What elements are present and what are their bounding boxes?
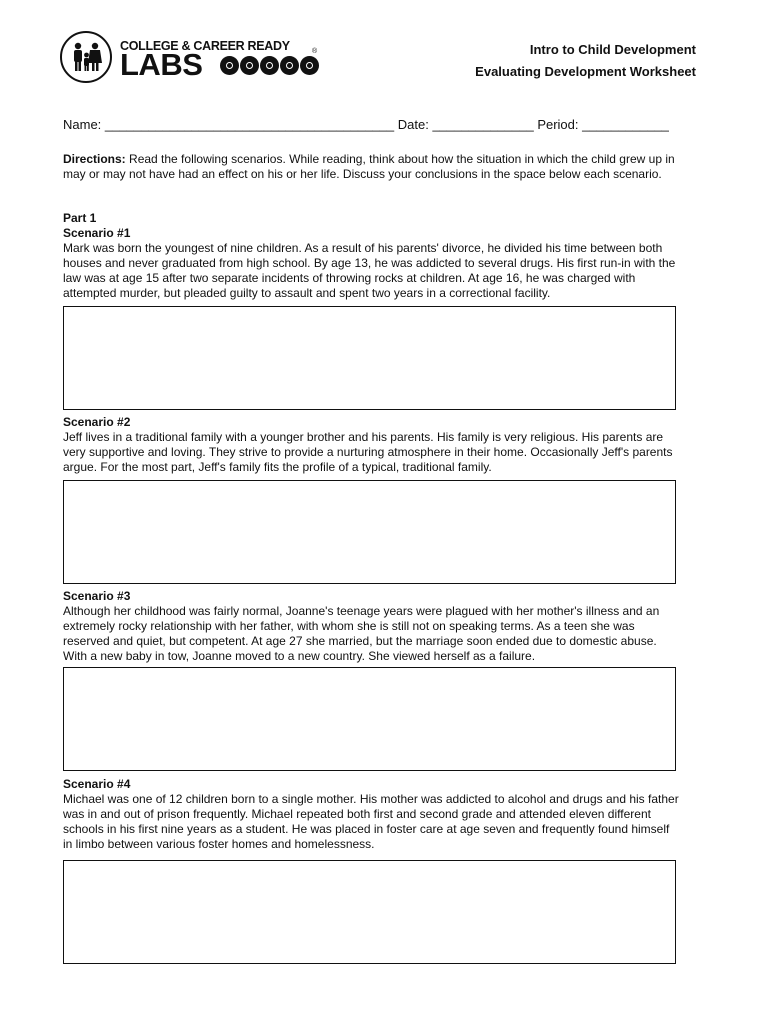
student-info-line (63, 117, 703, 132)
scenario-text: Michael was one of 12 children born to a single mother. His mother was addicted to alcohol and drugs and his father was in and out of prison frequently. Michael repeated both first and second grade and attended eleven different schools in his first nine years as a student. He was placed in foster care at age seven and frequently found himself in limbo between various foster homes and homelessness. (63, 792, 679, 851)
directions-paragraph (63, 152, 683, 182)
scenario-text: Although her childhood was fairly normal, Joanne's teenage years were plagued with her mother's illness and an extremely rocky relationship with her father, with whom she is still not on speaking terms. As a teen she was reserved and quiet, but competent. At age 27 she married, but the marriage soon ended due to domestic abuse. With a new baby in tow, Joanne moved to a new country. She viewed herself as a failure. (63, 604, 660, 663)
part-label: Part 1 (63, 211, 97, 225)
date-label: Date: (397, 117, 429, 132)
people-icon (300, 56, 319, 75)
scenario-title: Scenario #2 (63, 415, 131, 429)
house-icon (280, 56, 299, 75)
logo-badge-icons (220, 56, 319, 75)
scenario-title: Scenario #1 (63, 226, 131, 240)
period-field[interactable]: ____________ (582, 117, 669, 132)
course-title: Intro to Child Development (529, 42, 696, 57)
name-label: Name: (63, 117, 102, 132)
scenario-2 (63, 415, 681, 475)
scenario-1 (63, 211, 681, 301)
name-field[interactable]: ________________________________________ (104, 117, 395, 132)
scenario-text: Jeff lives in a traditional family with a younger brother and his parents. His family is very religious. His parents are very supportive and loving. They strive to provide a nurturing atmosphere in their home. Occasionally Jeff's parents argue. For the most part, Jeff's family fits the profile of a typical, traditional family. (63, 430, 673, 474)
date-field[interactable]: ______________ (432, 117, 534, 132)
directions-label: Directions: (63, 152, 126, 166)
directions-text: Read the following scenarios. While reading, think about how the situation in which the child grew up in may or may not have had an effect on his or her life. Discuss your conclusions in the space below each scenario. (63, 152, 675, 181)
period-label: Period: (537, 117, 579, 132)
worksheet-title-block (475, 39, 696, 83)
scenario-title: Scenario #3 (63, 589, 131, 603)
worksheet-title: Evaluating Development Worksheet (475, 64, 696, 79)
scenario-2-answer-box[interactable] (63, 480, 676, 584)
scenario-title: Scenario #4 (63, 777, 131, 791)
scenario-text: Mark was born the youngest of nine children. As a result of his parents' divorce, he divided his time between both houses and never graduated from high school. By age 13, he was addicted to several drugs. His first run-in with the law was at age 15 after two separate incidents of throwing rocks at children. At age 16, he was charged with attempted murder, but pleaded guilty to assault and spent two years in a correctional facility. (63, 241, 676, 300)
gear-icon (220, 56, 239, 75)
logo-wordmark: LABS (120, 47, 203, 82)
scenario-3 (63, 589, 681, 664)
scenario-1-answer-box[interactable] (63, 306, 676, 410)
family-icon (60, 31, 112, 83)
caduceus-icon (260, 56, 279, 75)
scenario-4 (63, 777, 681, 852)
registered-mark: ® (312, 48, 318, 55)
scenario-4-answer-box[interactable] (63, 860, 676, 964)
ccr-labs-logo (60, 31, 320, 89)
flower-icon (240, 56, 259, 75)
logo-tagline: COLLEGE & CAREER READY (120, 39, 290, 53)
scenario-3-answer-box[interactable] (63, 667, 676, 771)
